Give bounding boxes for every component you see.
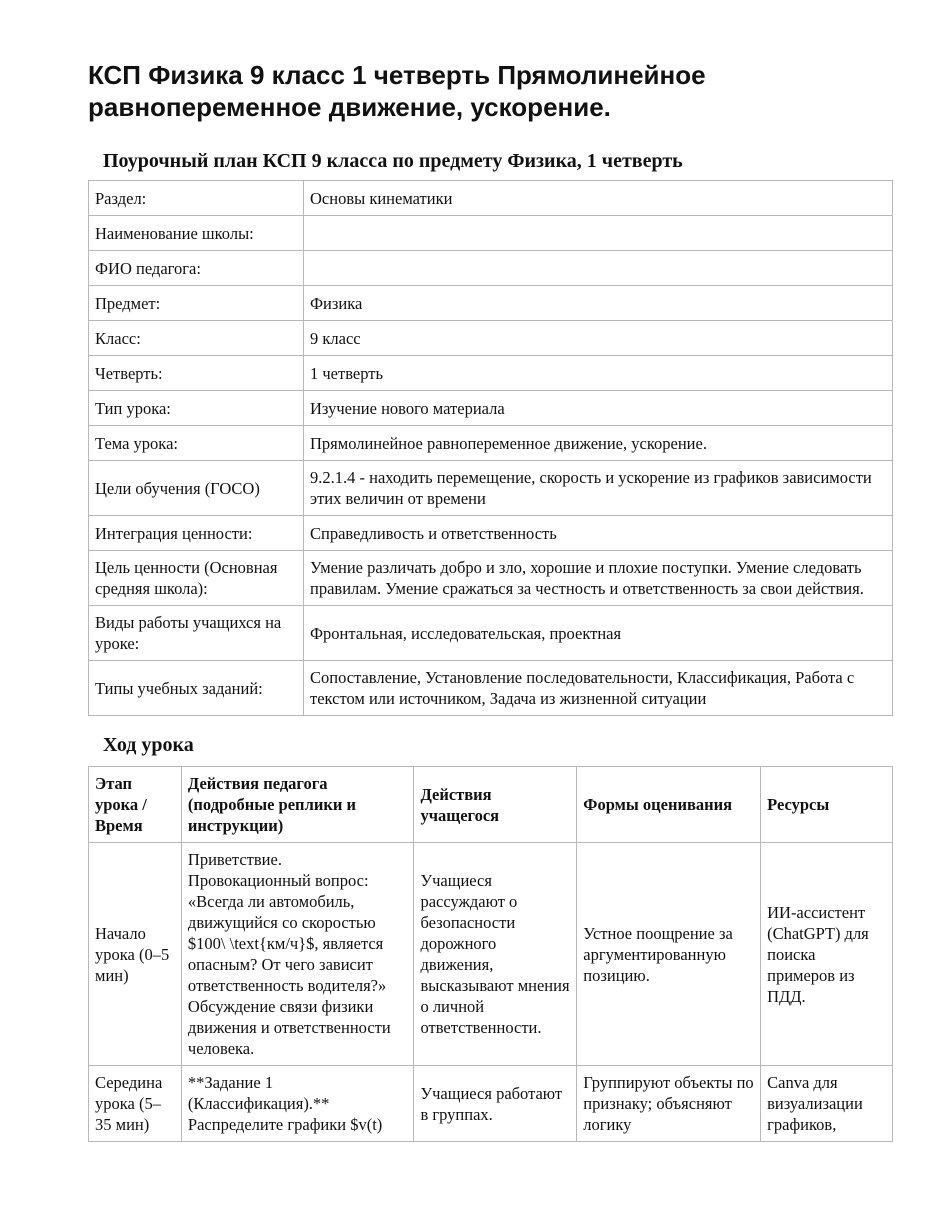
lesson-table — [88, 766, 893, 1142]
plan-value-section: Основы кинематики — [304, 181, 893, 216]
plan-label-subject: Предмет: — [89, 286, 304, 321]
table-row — [89, 606, 893, 661]
plan-value-value-integration: Справедливость и ответственность — [304, 516, 893, 551]
plan-value-grade: 9 класс — [304, 321, 893, 356]
plan-label-work-types: Виды работы учащихся на уроке: — [89, 606, 304, 661]
lesson-student-actions: Учащиеся работают в группах. — [414, 1066, 577, 1142]
plan-value-lesson-type: Изучение нового материала — [304, 391, 893, 426]
lesson-assessment: Устное поощрение за аргументированную позицию. — [577, 843, 761, 1066]
lesson-heading: Ход урока — [103, 734, 194, 756]
lesson-stage: Начало урока (0–5 мин) — [89, 843, 182, 1066]
table-row — [89, 551, 893, 606]
table-row — [89, 426, 893, 461]
lesson-resources: ИИ-ассистент (ChatGPT) для поиска примеров из ПДД. — [761, 843, 893, 1066]
plan-label-section: Раздел: — [89, 181, 304, 216]
plan-label-task-types: Типы учебных заданий: — [89, 661, 304, 716]
plan-value-school — [304, 216, 893, 251]
plan-value-task-types: Сопоставление, Установление последовательности, Классификация, Работа с текстом или источником, Задача из жизненной ситуации — [304, 661, 893, 716]
table-row — [89, 661, 893, 716]
plan-label-value-integration: Интеграция ценности: — [89, 516, 304, 551]
table-row — [89, 843, 893, 1066]
lesson-teacher-actions: Приветствие. Провокационный вопрос: «Всегда ли автомобиль, движущийся со скоростью $100\ \text{км/ч}$, является опасным? От чего зависит ответственность водителя?» Обсуждение связи физики движения и ответственности человека. — [181, 843, 414, 1066]
table-row — [89, 251, 893, 286]
plan-label-value-goal: Цель ценности (Основная средняя школа): — [89, 551, 304, 606]
lesson-teacher-actions: **Задание 1 (Классификация).** Распределите графики $v(t) — [181, 1066, 414, 1142]
plan-value-topic: Прямолинейное равнопеременное движение, ускорение. — [304, 426, 893, 461]
column-header-stage: Этап урока / Время — [89, 767, 182, 843]
plan-label-topic: Тема урока: — [89, 426, 304, 461]
column-header-student-actions: Действия учащегося — [414, 767, 577, 843]
plan-value-work-types: Фронтальная, исследовательская, проектная — [304, 606, 893, 661]
table-row — [89, 181, 893, 216]
document-page — [88, 0, 894, 1142]
plan-value-value-goal: Умение различать добро и зло, хорошие и плохие поступки. Умение следовать правилам. Умение сражаться за честность и ответственность за свои действия. — [304, 551, 893, 606]
plan-label-school: Наименование школы: — [89, 216, 304, 251]
plan-label-teacher: ФИО педагога: — [89, 251, 304, 286]
lesson-assessment: Группируют объекты по признаку; объясняют логику — [577, 1066, 761, 1142]
table-row — [89, 321, 893, 356]
lesson-header-row — [89, 767, 893, 843]
table-row — [89, 516, 893, 551]
plan-value-teacher — [304, 251, 893, 286]
plan-value-goals: 9.2.1.4 - находить перемещение, скорость и ускорение из графиков зависимости этих величин от времени — [304, 461, 893, 516]
plan-label-goals: Цели обучения (ГОСО) — [89, 461, 304, 516]
plan-table — [88, 180, 893, 716]
column-header-teacher-actions: Действия педагога (подробные реплики и инструкции) — [181, 767, 414, 843]
column-header-resources: Ресурсы — [761, 767, 893, 843]
table-row — [89, 1066, 893, 1142]
table-row — [89, 461, 893, 516]
table-row — [89, 286, 893, 321]
document-title: КСП Физика 9 класс 1 четверть Прямолинейное равнопеременное движение, ускорение. — [88, 60, 706, 122]
plan-label-grade: Класс: — [89, 321, 304, 356]
plan-value-quarter: 1 четверть — [304, 356, 893, 391]
column-header-assessment: Формы оценивания — [577, 767, 761, 843]
lesson-resources: Canva для визуализации графиков, — [761, 1066, 893, 1142]
plan-value-subject: Физика — [304, 286, 893, 321]
plan-label-lesson-type: Тип урока: — [89, 391, 304, 426]
table-row — [89, 216, 893, 251]
plan-heading: Поурочный план КСП 9 класса по предмету Физика, 1 четверть — [103, 150, 683, 172]
lesson-student-actions: Учащиеся рассуждают о безопасности дорожного движения, высказывают мнения о личной ответственности. — [414, 843, 577, 1066]
table-row — [89, 356, 893, 391]
lesson-stage: Середина урока (5–35 мин) — [89, 1066, 182, 1142]
table-row — [89, 391, 893, 426]
plan-label-quarter: Четверть: — [89, 356, 304, 391]
